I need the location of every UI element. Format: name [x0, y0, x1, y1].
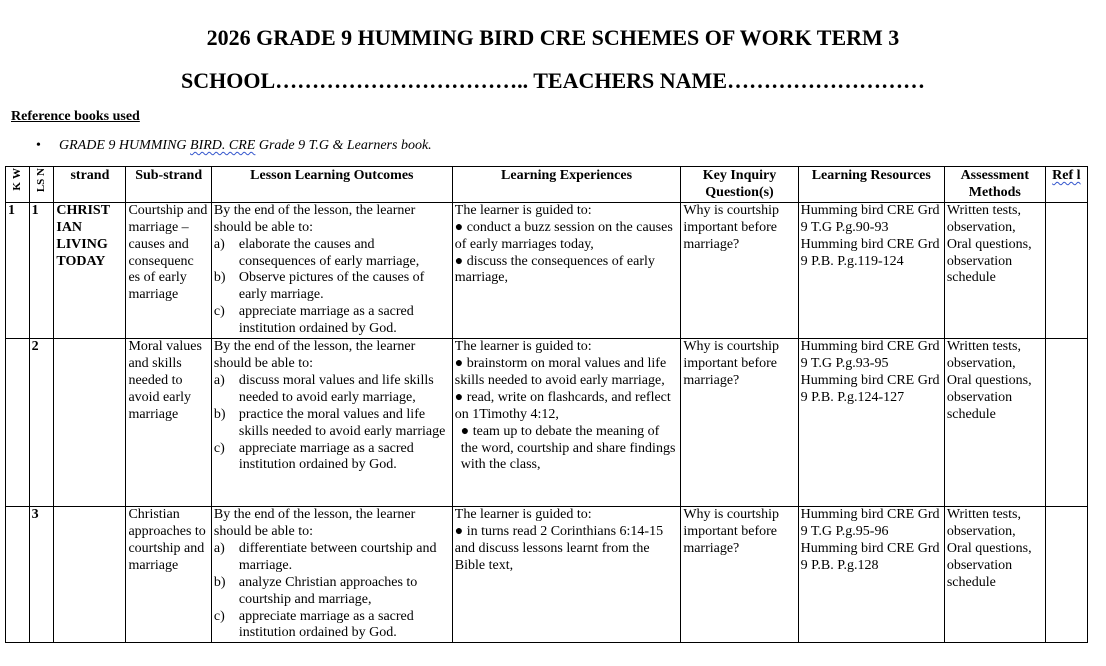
- reference-text-part: Grade 9 T.G & Learners book.: [255, 138, 432, 153]
- experiences-cell: [452, 339, 681, 507]
- lesson-cell: 1: [29, 202, 54, 338]
- substrand-cell: Christian approaches to courtship and marriage: [126, 507, 211, 643]
- experiences-cell: [452, 507, 681, 643]
- outcome-item: [214, 270, 450, 304]
- outcome-text: analyze Christian approaches to courtship and marriage,: [238, 574, 418, 607]
- experience-item: ● team up to debate the meaning of the word, courtship and share findings with the class,: [460, 423, 676, 473]
- bullet-icon: •: [36, 138, 41, 153]
- resource-item: Humming bird CRE Grd 9 P.B. P.g.124-127: [800, 372, 940, 405]
- outcomes-intro: By the end of the lesson, the learner should be able to:: [213, 507, 416, 539]
- outcome-text: appreciate marriage as a sacred institution ordained by God.: [238, 608, 414, 641]
- lesson-cell: 2: [29, 339, 54, 507]
- outcome-item: [214, 373, 450, 407]
- outcome-letter: b): [213, 574, 226, 590]
- outcome-item: [214, 575, 450, 609]
- reference-text: [59, 137, 432, 155]
- assessment-cell: Written tests, observation, Oral questions, observation schedule: [944, 507, 1045, 643]
- outcome-letter: a): [213, 372, 225, 388]
- experience-item: ● read, write on flashcards, and reflect on 1Timothy 4:12,: [454, 389, 671, 422]
- experiences-header: Learning Experiences: [452, 167, 681, 203]
- school-teacher-line: [0, 66, 1106, 96]
- outcome-item: [214, 441, 450, 475]
- table-row: [6, 202, 1088, 338]
- outcomes-cell: [211, 202, 452, 338]
- outcome-text: Observe pictures of the causes of early marriage.: [238, 270, 425, 303]
- outcome-text: practice the moral values and life skills needed to avoid early marriage: [238, 406, 446, 439]
- outcome-letter: b): [213, 406, 226, 422]
- outcome-text: discuss moral values and life skills needed to avoid early marriage,: [238, 372, 434, 405]
- school-field: SCHOOL……………………………..: [181, 68, 529, 93]
- outcome-item: [214, 609, 450, 643]
- week-header-text: K: [10, 182, 23, 191]
- reference-heading: Reference books used: [11, 109, 140, 124]
- lesson-header: [29, 167, 54, 203]
- outcome-letter: a): [213, 540, 225, 556]
- resource-item: Humming bird CRE Grd 9 T.G P.g.93-95: [800, 339, 940, 371]
- outcomes-header: Lesson Learning Outcomes: [211, 167, 452, 203]
- outcomes-intro: By the end of the lesson, the learner should be able to:: [213, 202, 416, 235]
- experiences-cell: [452, 202, 681, 338]
- week-cell: [6, 507, 30, 643]
- table-row: [6, 339, 1088, 507]
- reference-text-part: BIRD. CRE: [190, 138, 256, 153]
- resources-cell: [798, 507, 944, 643]
- experiences-intro: The learner is guided to:: [454, 339, 592, 355]
- resources-cell: [798, 339, 944, 507]
- inquiry-header: Key Inquiry Question(s): [681, 167, 798, 203]
- outcomes-list: [214, 373, 450, 474]
- table-header-row: [6, 167, 1088, 203]
- inquiry-cell: Why is courtship important before marriage?: [681, 507, 798, 643]
- outcome-text: appreciate marriage as a sacred institution ordained by God.: [238, 304, 414, 337]
- outcome-text: appreciate marriage as a sacred institution ordained by God.: [238, 440, 414, 473]
- strand-cell: [54, 339, 126, 507]
- teacher-name-field: TEACHERS NAME………………………: [528, 68, 925, 93]
- ref-cell: [1045, 339, 1087, 507]
- week-cell: [6, 339, 30, 507]
- experiences-intro: The learner is guided to:: [454, 202, 592, 218]
- outcome-text: elaborate the causes and consequences of early marriage,: [238, 236, 420, 269]
- lesson-cell: 3: [29, 507, 54, 643]
- resource-item: Humming bird CRE Grd 9 P.B. P.g.119-124: [800, 236, 940, 269]
- experience-item: ● in turns read 2 Corinthians 6:14-15 and discuss lessons learnt from the Bible text,: [454, 523, 664, 573]
- outcome-item: [214, 304, 450, 338]
- resource-item: Humming bird CRE Grd 9 P.B. P.g.128: [800, 540, 940, 573]
- substrand-cell: Moral values and skills needed to avoid early marriage: [126, 339, 211, 507]
- outcome-letter: b): [213, 270, 226, 286]
- ref-cell: [1045, 507, 1087, 643]
- experience-item: ● discuss the consequences of early marriage,: [454, 253, 655, 286]
- schemes-of-work-table: [5, 166, 1088, 643]
- ref-cell: [1045, 202, 1087, 338]
- document-title: 2026 GRADE 9 HUMMING BIRD CRE SCHEMES OF WORK TERM 3: [206, 25, 900, 50]
- inquiry-cell: Why is courtship important before marriage?: [681, 202, 798, 338]
- inquiry-cell: Why is courtship important before marriage?: [681, 339, 798, 507]
- outcome-item: [214, 541, 450, 575]
- experiences-intro: The learner is guided to:: [454, 507, 592, 523]
- outcome-text: differentiate between courtship and marriage.: [238, 540, 437, 573]
- resources-cell: [798, 202, 944, 338]
- lesson-header-text: LS N: [35, 168, 48, 193]
- outcomes-cell: [211, 507, 452, 643]
- experience-item: ● brainstorm on moral values and life skills needed to avoid early marriage,: [454, 355, 667, 388]
- resource-item: Humming bird CRE Grd 9 T.G P.g.95-96: [800, 507, 940, 539]
- outcome-item: [214, 237, 450, 271]
- strand-header: strand: [54, 167, 126, 203]
- strand-cell: [54, 507, 126, 643]
- ref-header-text: Ref l: [1052, 168, 1081, 183]
- table-row: [6, 507, 1088, 643]
- substrand-header: Sub-strand: [126, 167, 211, 203]
- outcome-item: [214, 407, 450, 441]
- ref-header: [1045, 167, 1087, 203]
- outcomes-list: [214, 237, 450, 338]
- experience-item: ● conduct a buzz session on the causes of early marriages today,: [454, 219, 673, 252]
- outcome-letter: c): [213, 608, 225, 624]
- assessment-cell: Written tests, observation, Oral questions, observation schedule: [944, 202, 1045, 338]
- substrand-cell: Courtship and marriage – causes and consequenc es of early marriage: [126, 202, 211, 338]
- week-header: [6, 167, 30, 203]
- outcome-letter: a): [213, 236, 225, 252]
- assessment-cell: Written tests, observation, Oral questions, observation schedule: [944, 339, 1045, 507]
- week-cell: 1: [6, 202, 30, 338]
- resources-header: Learning Resources: [798, 167, 944, 203]
- outcomes-intro: By the end of the lesson, the learner should be able to:: [213, 339, 416, 371]
- outcomes-cell: [211, 339, 452, 507]
- strand-cell: CHRIST IAN LIVING TODAY: [54, 202, 126, 338]
- reference-text-part: GRADE 9 HUMMING: [59, 138, 191, 153]
- outcomes-list: [214, 541, 450, 642]
- assessment-header: Assessment Methods: [944, 167, 1045, 203]
- resource-item: Humming bird CRE Grd 9 T.G P.g.90-93: [800, 202, 940, 235]
- week-header-text: W: [10, 168, 23, 179]
- outcome-letter: c): [213, 440, 225, 456]
- outcome-letter: c): [213, 304, 225, 320]
